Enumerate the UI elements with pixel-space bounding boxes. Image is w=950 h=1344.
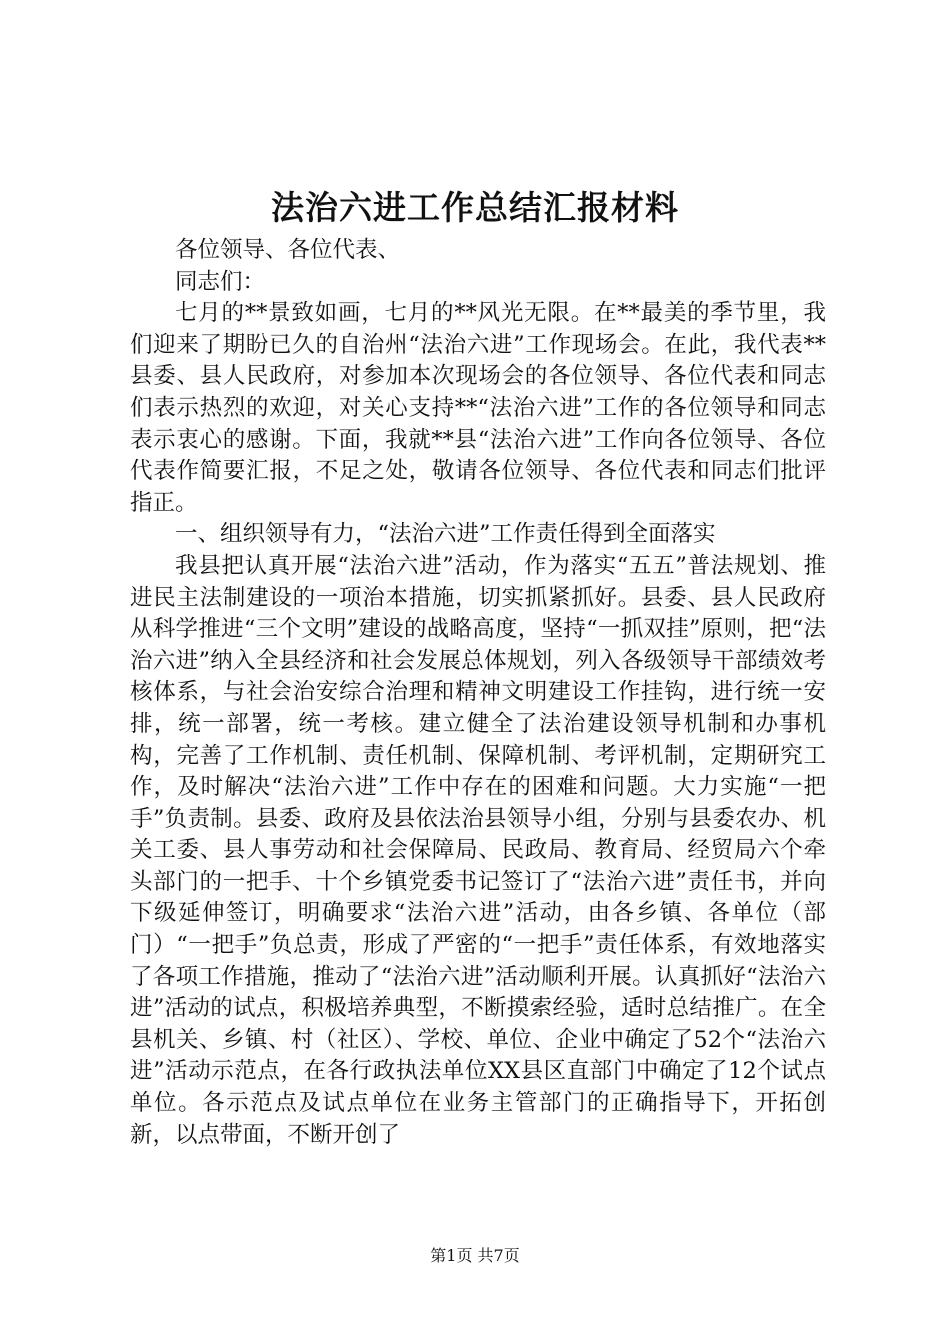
salutation-line-1: 各位领导、各位代表、 bbox=[175, 237, 401, 263]
page-number-footer: 第1页 共7页 bbox=[430, 1246, 520, 1265]
section-heading: 一、组织领导有力，“法治六进”工作责任得到全面落实 bbox=[175, 521, 716, 548]
document-body bbox=[130, 235, 826, 1151]
document-title: 法治六进工作总结汇报材料 bbox=[271, 188, 679, 227]
intro-paragraph: 七月的**景致如画，七月的**风光无限。在**最美的季节里，我们迎来了期盼已久的自治州“法治六进”工作现场会。在此，我代表**县委、县人民政府，对参加本次现场会的各位领导、各位代表和同志们表示热烈的欢迎，对关心支持**“法治六进”工作的各位领导和同志表示衷心的感谢。下面，我就**县“法治六进”工作向各位领导、各位代表作简要汇报，不足之处，敬请各位领导、各位代表和同志们批评指正。 bbox=[130, 300, 826, 516]
body-paragraph: 我县把认真开展“法治六进”活动，作为落实“五五”普法规划、推进民主法制建设的一项治本措施，切实抓紧抓好。县委、县人民政府从科学推进“三个文明”建设的战略高度，坚持“一抓双挂”原则，把“法治六进”纳入全县经济和社会发展总体规划，列入各级领导干部绩效考核体系，与社会治安综合治理和精神文明建设工作挂钩，进行统一安排，统一部署，统一考核。建立健全了法治建设领导机制和办事机构，完善了工作机制、责任机制、保障机制、考评机制，定期研究工作，及时解决“法治六进”工作中存在的困难和问题。大力实施“一把手”负责制。县委、政府及县依法治县领导小组，分别与县委农办、机关工委、县人事劳动和社会保障局、民政局、教育局、经贸局六个牵头部门的一把手、十个乡镇党委书记签订了“法治六进”责任书，并向下级延伸签订，明确要求“法治六进”活动，由各乡镇、各单位（部门）“一把手”负总责，形成了严密的“一把手”责任体系，有效地落实了各项工作措施，推动了“法治六进”活动顺利开展。认真抓好“法治六进”活动的试点，积极培养典型，不断摸索经验，适时总结推广。在全县机关、乡镇、村（社区）、学校、单位、企业中确定了52个“法治六进”活动示范点，在各行政执法单位XX县区直部门中确定了12个试点单位。各示范点及试点单位在业务主管部门的正确指导下，开拓创新，以点带面，不断开创了 bbox=[130, 552, 826, 1148]
salutation-line-2: 同志们： bbox=[175, 268, 266, 295]
